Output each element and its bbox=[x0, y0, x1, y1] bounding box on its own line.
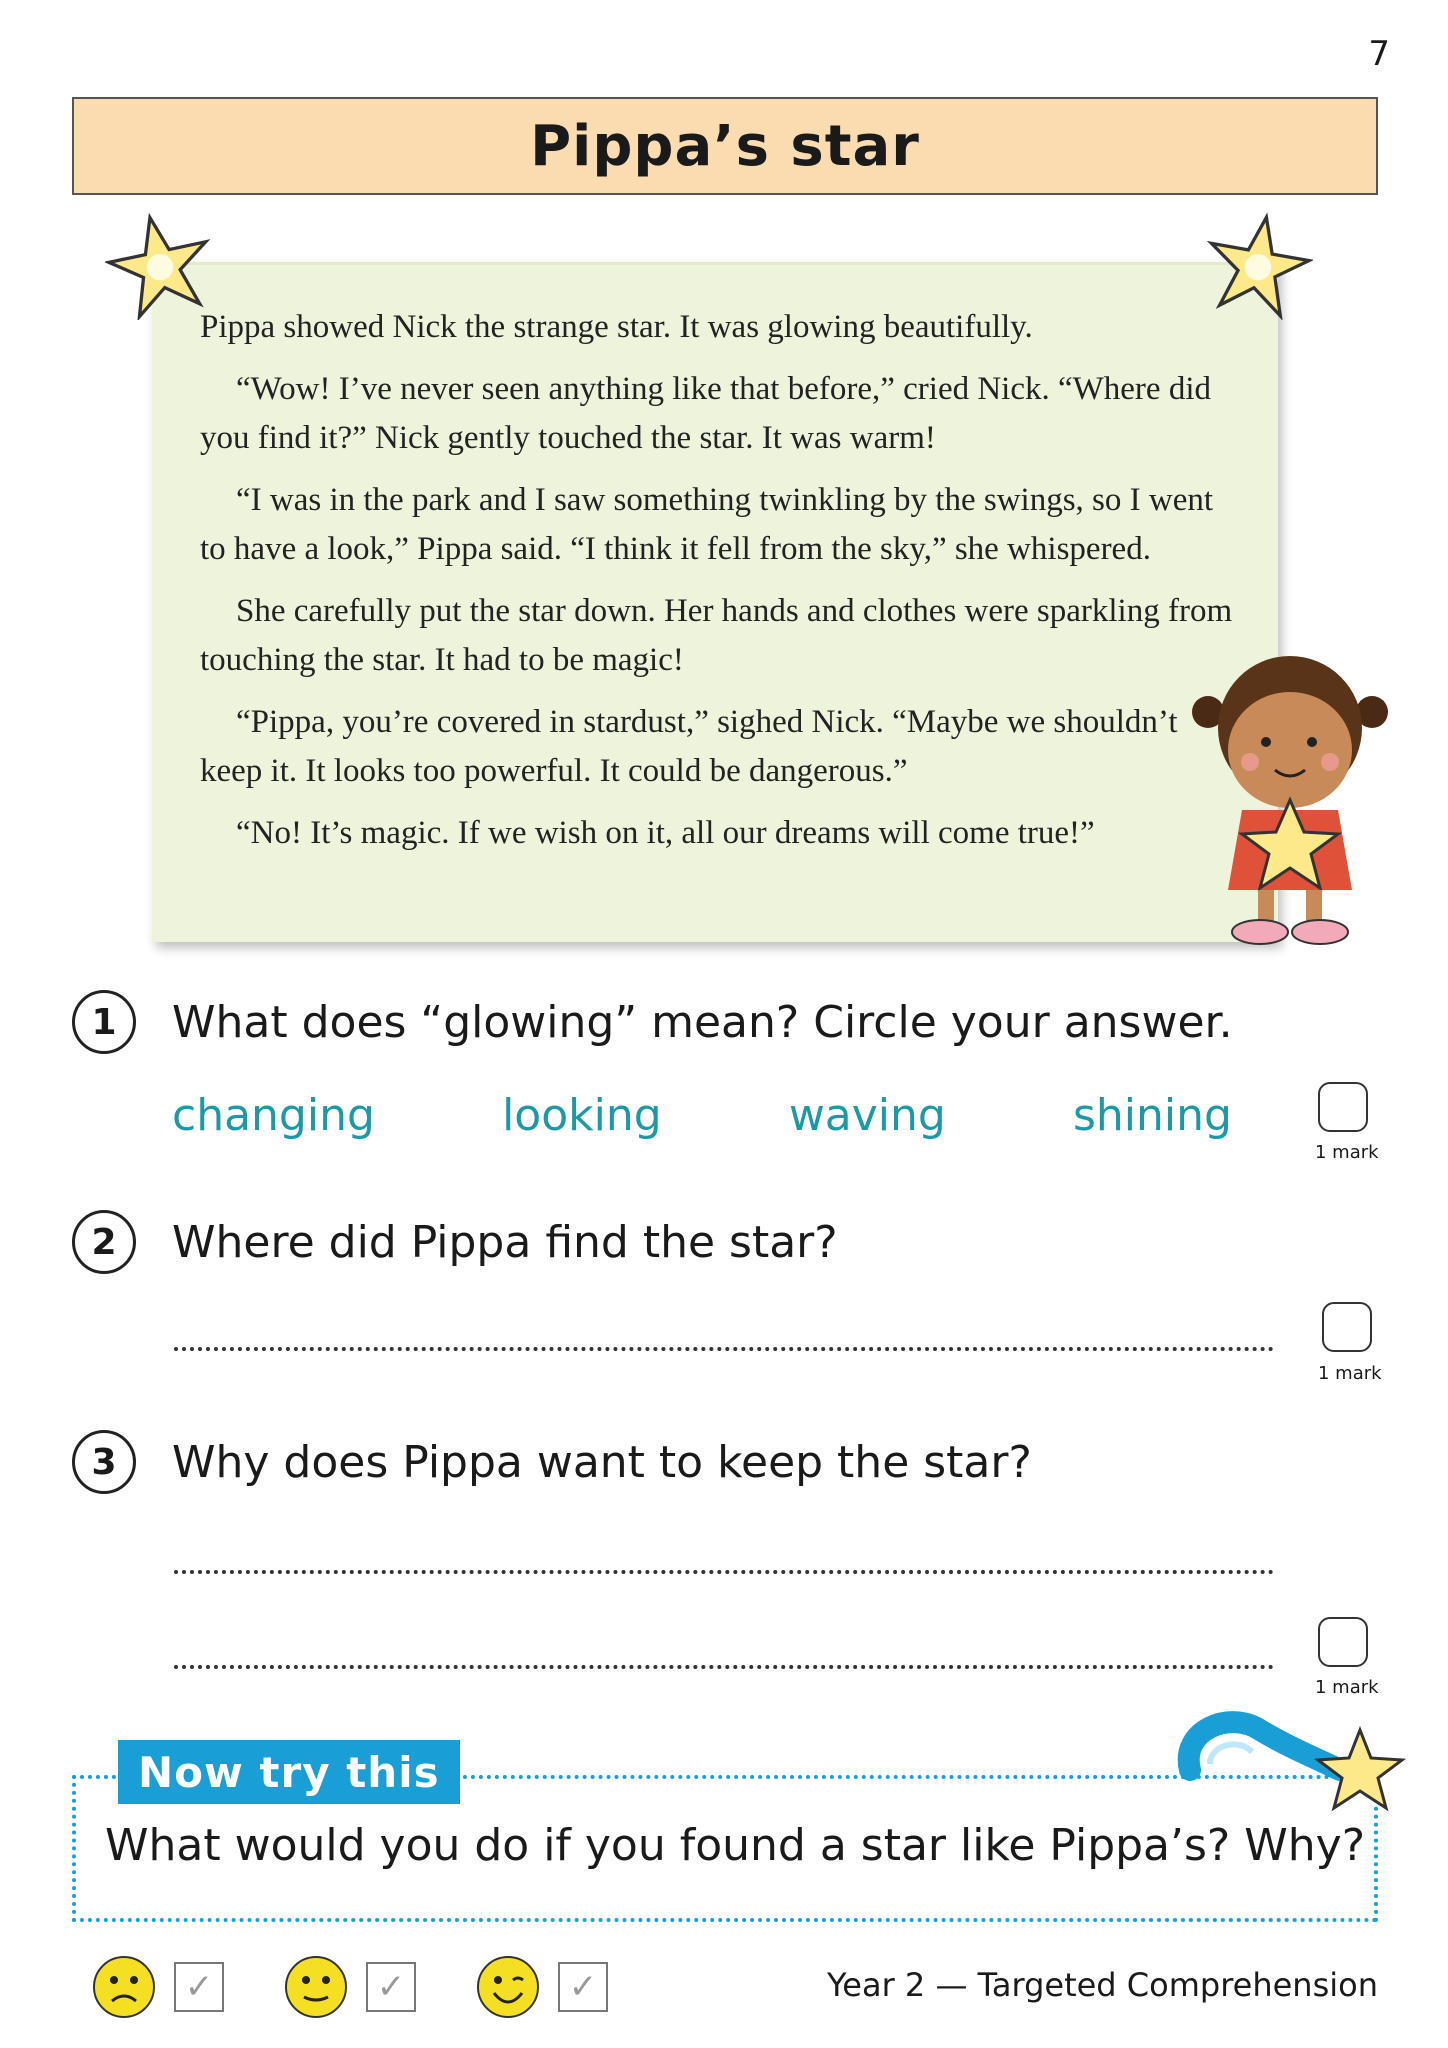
mark-label: 1 mark bbox=[1315, 1677, 1379, 1698]
tick-box[interactable]: ✓ bbox=[366, 1962, 416, 2012]
star-icon bbox=[1203, 210, 1313, 320]
story-text bbox=[200, 303, 1238, 871]
star-icon bbox=[105, 210, 215, 320]
neutral-face-icon bbox=[284, 1955, 348, 2019]
mark-box[interactable] bbox=[1318, 1082, 1368, 1132]
option-waving[interactable]: waving bbox=[788, 1090, 946, 1141]
sad-face-icon bbox=[92, 1955, 156, 2019]
pippa-illustration bbox=[1180, 650, 1400, 950]
story-paragraph: Pippa showed Nick the strange star. It was glowing beautifully. bbox=[200, 309, 1033, 345]
question-number: 3 bbox=[72, 1430, 136, 1494]
page-number: 7 bbox=[1368, 34, 1390, 74]
page-title: Pippa’s star bbox=[530, 113, 920, 179]
mark-box[interactable] bbox=[1318, 1617, 1368, 1667]
self-assessment bbox=[92, 1955, 668, 2019]
now-try-this-text: What would you do if you found a star like Pippa’s? Why? bbox=[105, 1820, 1366, 1871]
question-number: 2 bbox=[72, 1210, 136, 1274]
happy-face-icon bbox=[476, 1955, 540, 2019]
answer-line[interactable] bbox=[174, 1347, 1274, 1351]
story-card bbox=[152, 262, 1278, 942]
mark-label: 1 mark bbox=[1318, 1363, 1382, 1384]
title-banner bbox=[72, 97, 1378, 195]
answer-options bbox=[172, 1090, 1232, 1141]
shooting-star-icon bbox=[1170, 1700, 1410, 1840]
question-text: What does “glowing” mean? Circle your answer. bbox=[172, 996, 1233, 1048]
option-changing[interactable]: changing bbox=[172, 1090, 375, 1141]
tick-box[interactable]: ✓ bbox=[174, 1962, 224, 2012]
option-looking[interactable]: looking bbox=[502, 1090, 662, 1141]
tick-box[interactable]: ✓ bbox=[558, 1962, 608, 2012]
mark-label: 1 mark bbox=[1315, 1142, 1379, 1163]
story-paragraph: “Pippa, you’re covered in stardust,” sighed Nick. “Maybe we shouldn’t keep it. It looks too powerful. It could be dangerous.” bbox=[200, 704, 1178, 789]
story-paragraph: “Wow! I’ve never seen anything like that before,” cried Nick. “Where did you find it?” Nick gently touched the star. It was warm! bbox=[200, 371, 1211, 456]
question-text: Where did Pippa find the star? bbox=[172, 1216, 838, 1268]
now-try-this-label: Now try this bbox=[118, 1740, 460, 1804]
answer-line[interactable] bbox=[174, 1665, 1274, 1669]
question-1 bbox=[72, 990, 1233, 1054]
question-text: Why does Pippa want to keep the star? bbox=[172, 1436, 1032, 1488]
story-paragraph: She carefully put the star down. Her hands and clothes were sparkling from touching the star. It had to be magic! bbox=[200, 593, 1233, 678]
option-shining[interactable]: shining bbox=[1073, 1090, 1232, 1141]
story-paragraph: “No! It’s magic. If we wish on it, all our dreams will come true!” bbox=[236, 815, 1095, 851]
mark-box[interactable] bbox=[1322, 1302, 1372, 1352]
question-3 bbox=[72, 1430, 1032, 1494]
story-paragraph: “I was in the park and I saw something twinkling by the swings, so I went to have a look,” Pippa said. “I think it fell from the sky,” she whispered. bbox=[200, 482, 1214, 567]
question-2 bbox=[72, 1210, 838, 1274]
question-number: 1 bbox=[72, 990, 136, 1054]
footer-text: Year 2 — Targeted Comprehension bbox=[826, 1966, 1378, 2004]
answer-line[interactable] bbox=[174, 1570, 1274, 1574]
